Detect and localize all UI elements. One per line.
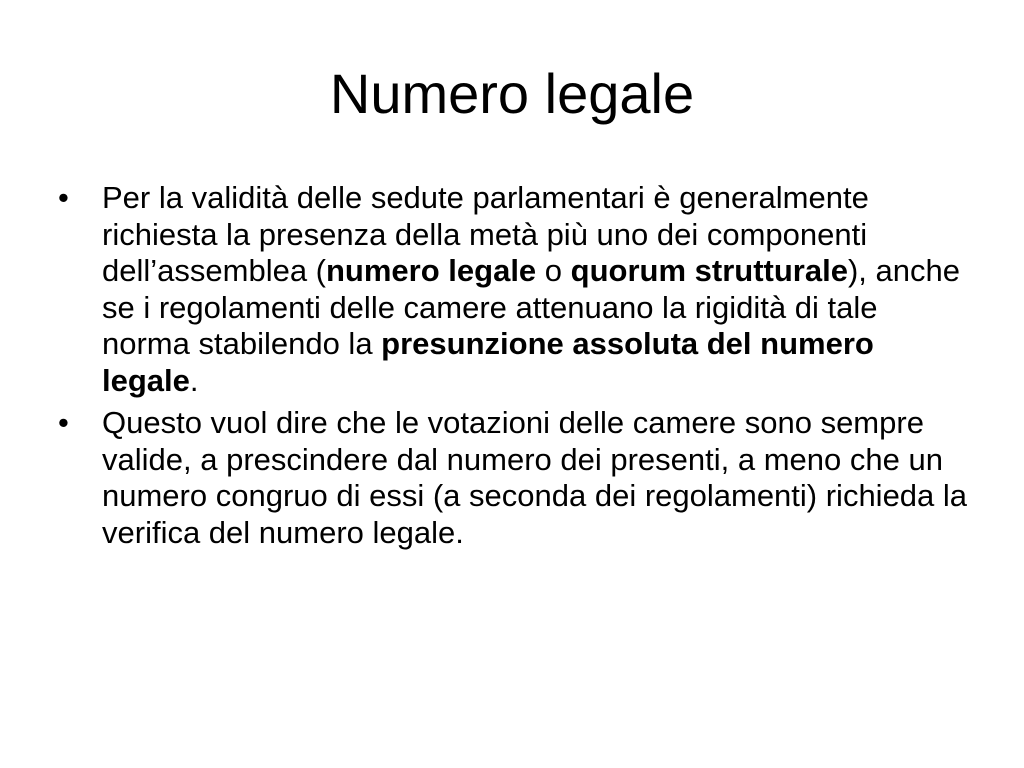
text-segment: o [536,253,571,288]
bold-term-presunzione-assoluta: presunzione assoluta del numero legale [102,326,874,398]
text-segment: Questo vuol dire che le votazioni delle camere sono sempre valide, a prescindere dal numero dei presenti, a meno che un numero congruo di essi (a seconda dei regolamenti) richieda la verifica del numero legale. [102,405,968,550]
text-segment: ), anche se i regolamenti delle camere attenuano la rigidità di tale norma stabilendo la [102,253,960,361]
bullet-text [102,405,967,550]
text-segment: . [189,362,199,398]
bullet-text [102,180,960,398]
bold-term-quorum-strutturale: quorum strutturale [570,253,848,288]
bold-term-numero-legale: numero legale [326,253,537,288]
slide-title: Numero legale [329,62,695,125]
bullet-point-icon: • [58,180,69,215]
bullet-item [58,405,973,551]
bullet-list [58,180,973,557]
text-segment: Per la validità delle sedute parlamentari è generalmente richiesta la presenza della metà più uno dei componenti dell’assemblea ( [102,180,869,288]
bullet-point-icon: • [58,405,69,440]
bullet-item [58,180,973,399]
